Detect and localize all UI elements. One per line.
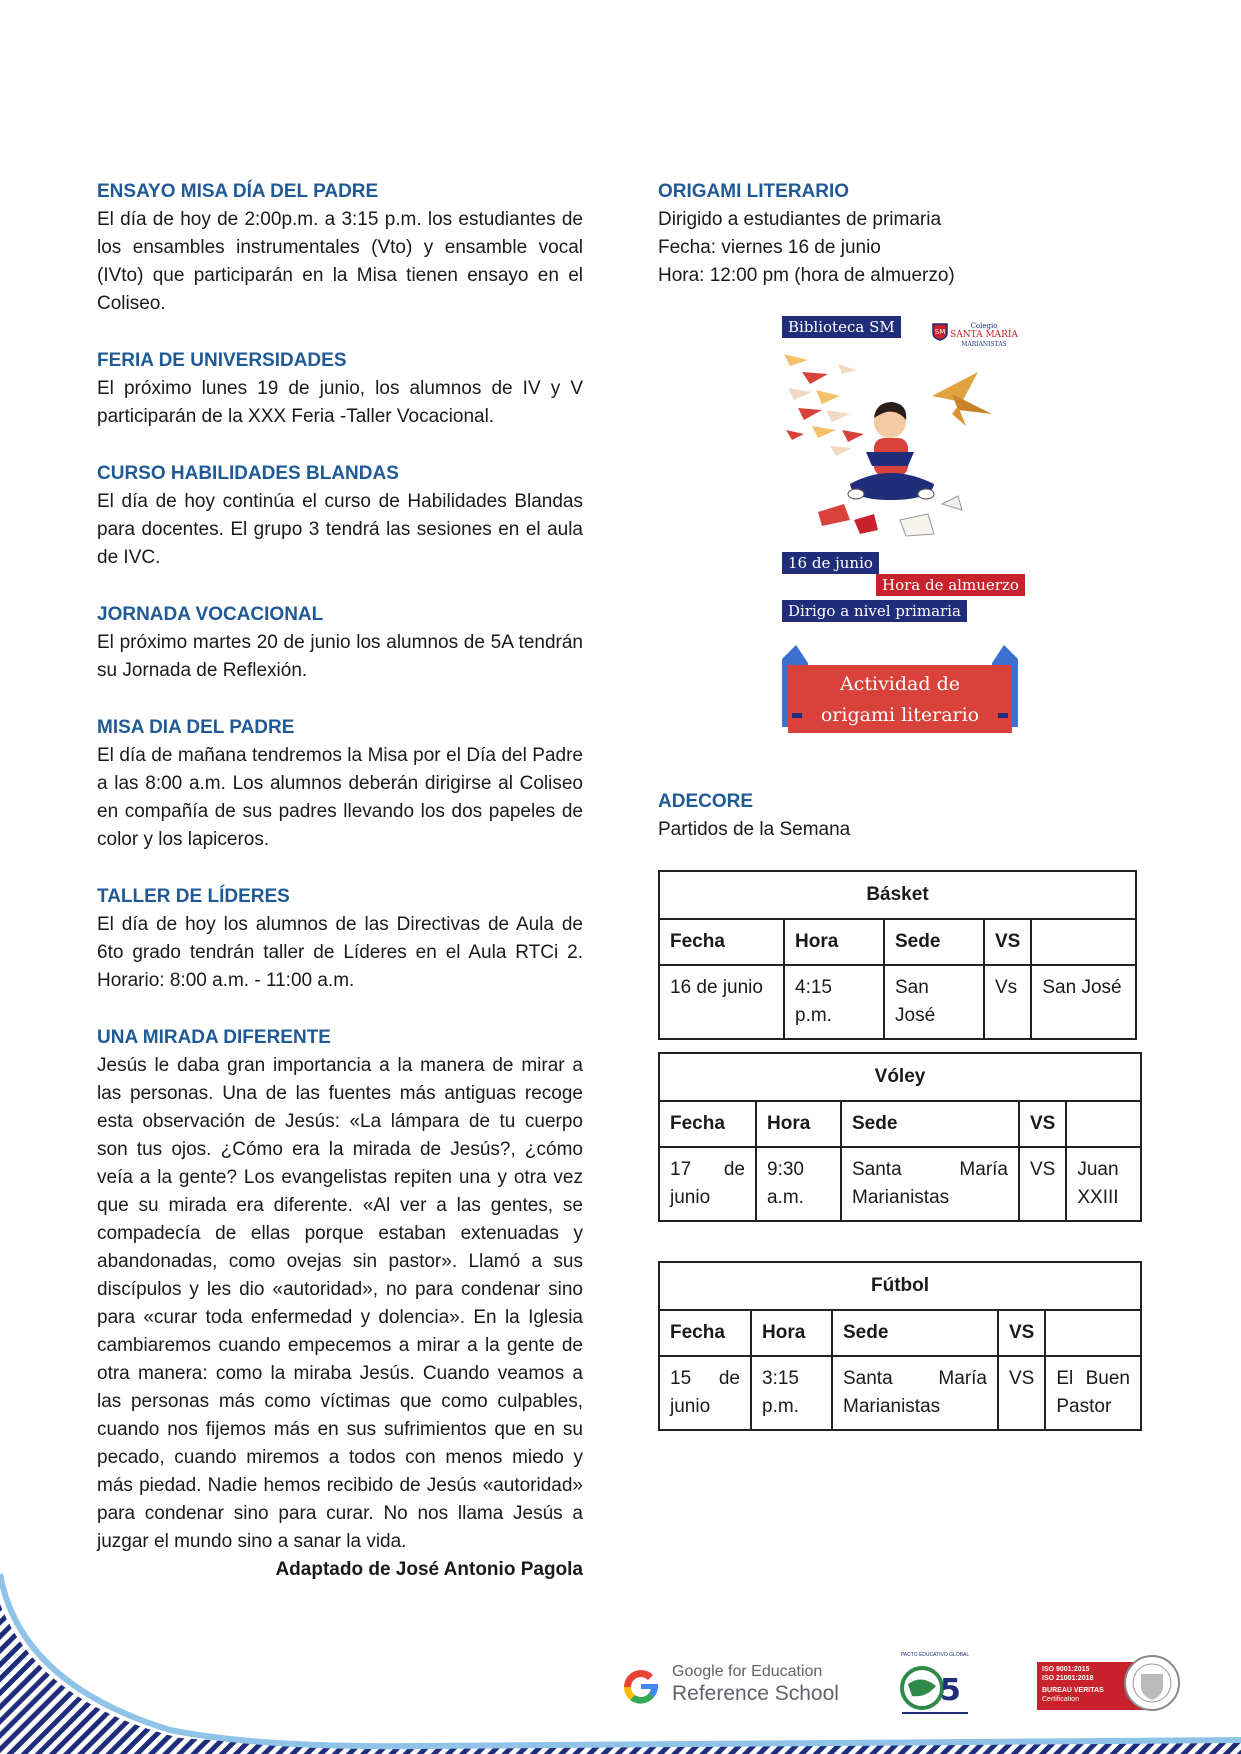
section-title: CURSO HABILIDADES BLANDAS	[97, 463, 399, 484]
origami-line: Fecha: viernes 16 de junio	[658, 237, 881, 258]
cell-sede: San José	[884, 965, 984, 1039]
header-fecha: Fecha	[659, 1310, 751, 1356]
header-hora: Hora	[756, 1101, 841, 1147]
header-hora: Hora	[751, 1310, 832, 1356]
cell-vs: VS	[998, 1356, 1045, 1430]
table-header-row	[659, 919, 1136, 965]
cell-vs: Vs	[984, 965, 1031, 1039]
cell-hora: 9:30 a.m.	[756, 1147, 841, 1221]
cell-fecha: 15 de junio	[659, 1356, 751, 1430]
header-empty	[1045, 1310, 1141, 1356]
poster-audience-badge: Dirigo a nivel primaria	[782, 600, 967, 622]
cell-rival: El Buen Pastor	[1045, 1356, 1141, 1430]
decorative-wave	[0, 1534, 1241, 1754]
veritas-seal-icon	[1123, 1650, 1181, 1716]
cell-sede: Santa María Marianistas	[841, 1147, 1019, 1221]
header-fecha: Fecha	[659, 1101, 756, 1147]
pacto-educativo-logo: PACTO EDUCATIVO GLOBAL 5	[896, 1656, 974, 1718]
poster-library-badge: Biblioteca SM	[782, 316, 901, 338]
cell-vs: VS	[1019, 1147, 1066, 1221]
table-header-row	[659, 1101, 1141, 1147]
cell-sede: Santa María Marianistas	[832, 1356, 998, 1430]
cell-fecha: 16 de junio	[659, 965, 784, 1039]
poster-time-badge: Hora de almuerzo	[876, 574, 1025, 596]
table-row	[659, 1147, 1141, 1221]
banner-text: Actividad de origami literario	[820, 673, 980, 726]
section-title: UNA MIRADA DIFERENTE	[97, 1027, 331, 1048]
header-fecha: Fecha	[659, 919, 784, 965]
header-sede: Sede	[841, 1101, 1019, 1147]
table-title: Vóley	[659, 1053, 1141, 1101]
header-sede: Sede	[884, 919, 984, 965]
adecore-block	[658, 788, 850, 844]
boy-figure-icon	[848, 402, 934, 500]
header-vs: VS	[1019, 1101, 1066, 1147]
school-crest-icon	[932, 323, 948, 341]
table-row	[659, 1356, 1141, 1430]
poster-date-badge: 16 de junio	[782, 552, 879, 574]
globe-icon	[896, 1656, 974, 1718]
adecore-title: ADECORE	[658, 791, 754, 812]
section-text: El día de hoy de 2:00p.m. a 3:15 p.m. los estudiantes de los ensambles instrumentales (Vto) y ensamble vocal (IVto) que participarán en la Misa tienen ensayo en el Coliseo.	[97, 209, 583, 314]
header-empty	[1066, 1101, 1141, 1147]
section-title: TALLER DE LÍDERES	[97, 886, 290, 907]
section-misa-dia-padre	[97, 714, 583, 854]
section-jornada-vocacional	[97, 601, 583, 685]
section-title: FERIA DE UNIVERSIDADES	[97, 350, 347, 371]
signature: Adaptado de José Antonio Pagola	[275, 1559, 583, 1580]
basket-table	[658, 870, 1137, 1040]
origami-line: Hora: 12:00 pm (hora de almuerzo)	[658, 265, 955, 286]
cell-rival: Juan XXIII	[1066, 1147, 1141, 1221]
table-header-row	[659, 1310, 1141, 1356]
section-text: El día de hoy continúa el curso de Habilidades Blandas para docentes. El grupo 3 tendrá las sesiones en el aula de IVC.	[97, 491, 583, 568]
section-text: El día de hoy los alumnos de las Directivas de Aula de 6to grado tendrán taller de Líderes en el Aula RTCi 2. Horario: 8:00 a.m. - 11:00 a.m.	[97, 914, 583, 991]
section-title: ENSAYO MISA DÍA DEL PADRE	[97, 181, 379, 202]
origami-poster	[782, 316, 1018, 732]
cell-rival: San José	[1031, 965, 1136, 1039]
origami-bird-icon	[932, 372, 992, 426]
cell-hora: 3:15 p.m.	[751, 1356, 832, 1430]
cell-hora: 4:15 p.m.	[784, 965, 884, 1039]
header-hora: Hora	[784, 919, 884, 965]
section-ensayo-misa	[97, 178, 583, 318]
adecore-subtitle: Partidos de la Semana	[658, 819, 851, 840]
header-vs: VS	[984, 919, 1031, 965]
section-text: El próximo lunes 19 de junio, los alumnos de IV y V participarán de la XXX Feria -Taller Vocacional.	[97, 378, 583, 427]
poster-banner	[782, 643, 1018, 733]
right-column	[658, 178, 1148, 290]
section-text: Jesús le daba gran importancia a la manera de mirar a las personas. Una de las fuentes más antiguas recoge esta observación de Jesús: «La lámpara de tu cuerpo son tus ojos. ¿Cómo era la mirada de Jesús?, ¿cómo veía a la gente? Los evangelistas repiten una y otra vez que su mirada era diferente. «Al ver a las gentes, se compadecía de ellas porque estaban extenuadas y abandonadas, como ovejas sin pastor». Llamó a sus discípulos y les dio «autoridad», no para condenar sino para «curar toda enfermedad y dolencia». En la Iglesia cambiaremos cuando empecemos a mirar a la gente de otra manera: como la miraba Jesús. Cuando veamos a las personas más como víctimas que como culpables, cuando nos fijemos más en sus sufrimientos que en su pecado, cuando miremos a todos con menos miedo y más piedad. Nadie hemos recibido de Jesús «autoridad» para condenar sino para curar. No nos llama Jesús a juzgar el mundo sino a sanar la vida.	[97, 1055, 583, 1552]
section-title: MISA DIA DEL PADRE	[97, 717, 295, 738]
section-habilidades-blandas	[97, 460, 583, 572]
origami-line: Dirigido a estudiantes de primaria	[658, 209, 942, 230]
left-column	[97, 178, 583, 1584]
section-text: El próximo martes 20 de junio los alumnos de 5A tendrán su Jornada de Reflexión.	[97, 632, 583, 681]
table-row	[659, 965, 1136, 1039]
google-line2: Reference School	[672, 1682, 839, 1705]
table-title: Fútbol	[659, 1262, 1141, 1310]
cell-fecha: 17 de junio	[659, 1147, 756, 1221]
google-line1: Google for Education	[672, 1663, 823, 1680]
voley-table	[658, 1052, 1142, 1222]
section-text: El día de mañana tendremos la Misa por el Día del Padre a las 8:00 a.m. Los alumnos deberán dirigirse al Coliseo en compañía de sus padres llevando los dos papeles de color y los lapiceros.	[97, 745, 583, 850]
bureau-veritas-logo: ISO 9001:2015 ISO 21001:2018 BUREAU VERITAS Certification	[1037, 1660, 1191, 1712]
header-vs: VS	[998, 1310, 1045, 1356]
header-empty	[1031, 919, 1136, 965]
origami-boy-illustration	[782, 344, 1018, 564]
futbol-table	[658, 1261, 1142, 1431]
paper-planes-icon	[784, 354, 864, 456]
section-taller-lideres	[97, 883, 583, 995]
svg-text:SM: SM	[934, 328, 946, 336]
section-feria-universidades	[97, 347, 583, 431]
svg-text:5: 5	[940, 1673, 961, 1708]
school-logo: SM Colegio SANTA MARÍA MARIANISTAS	[950, 322, 1018, 349]
table-title: Básket	[659, 871, 1136, 919]
origami-title: ORIGAMI LITERARIO	[658, 181, 850, 202]
google-g-icon	[620, 1666, 662, 1708]
section-title: JORNADA VOCACIONAL	[97, 604, 324, 625]
header-sede: Sede	[832, 1310, 998, 1356]
section-mirada-diferente	[97, 1024, 583, 1584]
